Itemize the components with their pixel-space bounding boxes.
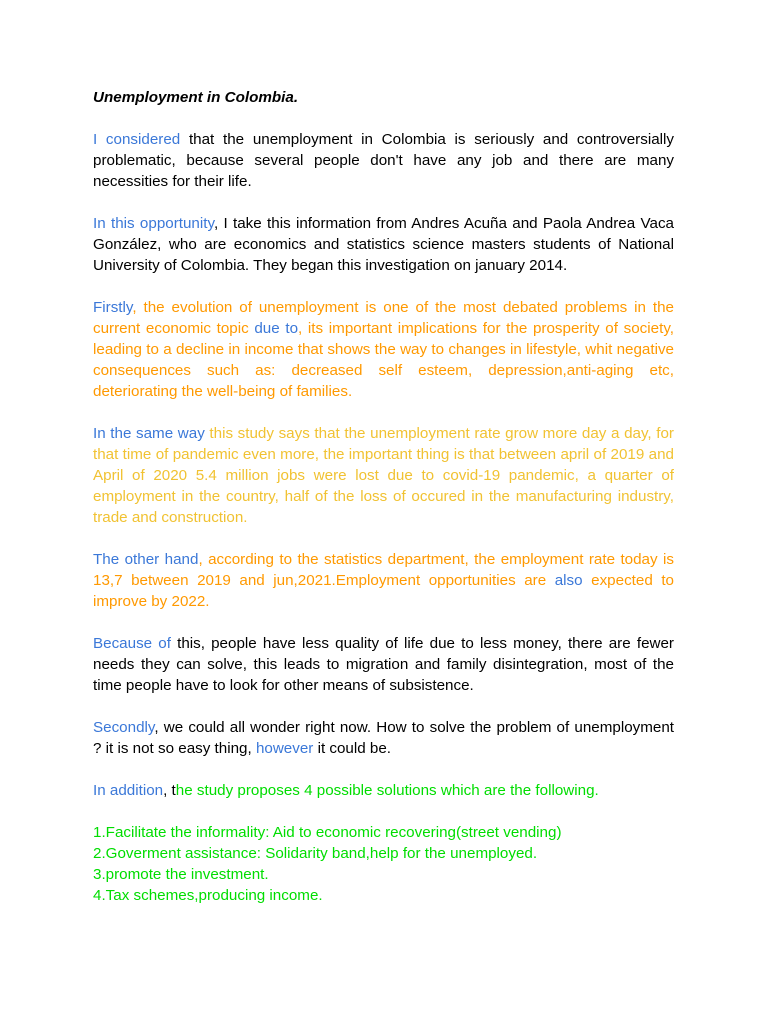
paragraph-text: expected to improve by 2022.: [93, 572, 674, 610]
connector-phrase: due to: [254, 320, 299, 337]
connector-phrase: however: [255, 740, 314, 757]
connector-phrase: I considered: [93, 131, 181, 148]
solutions-list: [93, 822, 674, 906]
paragraph-text: this, people have less quality of life due to less money, there are fewer needs they can solve, this leads to migration and family disintegration, most of the time people have to look for other means of subsistence.: [93, 635, 674, 694]
paragraph-text: , the evolution of unemployment is one of the most debated problems in the current economic topic: [93, 299, 674, 337]
list-item: 1.Facilitate the informality: Aid to economic recovering(street vending): [93, 824, 562, 841]
connector-phrase: Because of: [93, 635, 171, 652]
paragraph-in-addition: [93, 780, 674, 801]
paragraph-text: he study proposes 4 possible solutions which are the following.: [175, 782, 599, 799]
list-item: 4.Tax schemes,producing income.: [93, 887, 323, 904]
paragraph-text: , t: [163, 782, 176, 799]
paragraph-source: [93, 213, 674, 276]
document-title: Unemployment in Colombia.: [93, 89, 299, 106]
paragraph-text: , according to the statistics department, the employment rate today is 13,7 between 2019 and jun,2021.Employment opportunities are: [93, 551, 674, 589]
document-body: [93, 87, 674, 906]
connector-phrase: Secondly: [93, 719, 155, 736]
paragraph-text: it could be.: [313, 740, 392, 757]
paragraph-text: , I take this information from Andres Acuña and Paola Andrea Vaca González, who are economics and statistics science masters students of National University of Colombia. They began this investigation on january 2014.: [93, 215, 674, 274]
paragraph-intro: [93, 129, 674, 192]
connector-phrase: Firstly: [93, 299, 133, 316]
paragraph-because-of: [93, 633, 674, 696]
paragraph-same-way: [93, 423, 674, 528]
paragraph-secondly: [93, 717, 674, 759]
paragraph-other-hand: [93, 549, 674, 612]
connector-phrase: The other hand: [93, 551, 199, 568]
paragraph-text: this study says that the unemployment rate grow more day a day, for that time of pandemic even more, the important thing is that between april of 2019 and April of 2020 5.4 million jobs were lost due to covid-19 pandemic, a quarter of employment in the country, half of the loss of occured in the manufacturing industry, trade and construction.: [93, 425, 674, 526]
connector-phrase: In this opportunity: [93, 215, 214, 232]
paragraph-text: that the unemployment in Colombia is seriously and controversially problematic, because several people don't have any job and there are many necessities for their life.: [93, 131, 674, 190]
connector-phrase: also: [554, 572, 583, 589]
connector-phrase: In the same way: [93, 425, 205, 442]
list-item: 2.Goverment assistance: Solidarity band,help for the unemployed.: [93, 845, 538, 862]
paragraph-text: , its important implications for the prosperity of society, leading to a decline in income that shows the way to changes in lifestyle, whit negative consequences such as: decreased self esteem, depression,anti-aging etc, deteriorating the well-being of families.: [93, 320, 674, 400]
connector-phrase: In addition: [93, 782, 164, 799]
paragraph-firstly: [93, 297, 674, 402]
list-item: 3.promote the investment.: [93, 866, 269, 883]
paragraph-text: , we could all wonder right now. How to solve the problem of unemployment ? it is not so easy thing,: [93, 719, 674, 757]
